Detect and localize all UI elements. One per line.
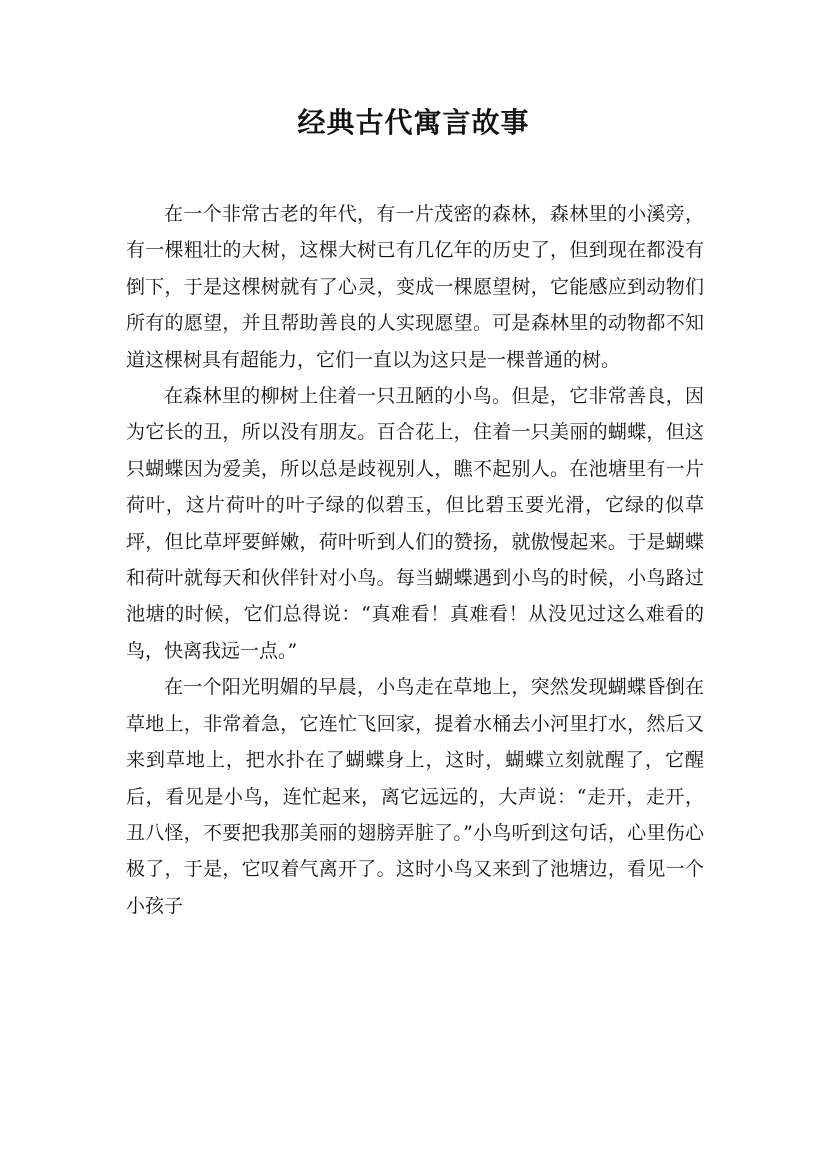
- paragraph: 在森林里的柳树上住着一只丑陋的小鸟。但是，它非常善良，因为它长的丑，所以没有朋友。百合花上，住着一只美丽的蝴蝶，但这只蝴蝶因为爱美，所以总是歧视别人，瞧不起别人。在池塘里有一片荷叶，这片荷叶的叶子绿的似碧玉，但比碧玉要光滑，它绿的似草坪，但比草坪要鲜嫩，荷叶听到人们的赞扬，就傲慢起来。于是蝴蝶和荷叶就每天和伙伴针对小鸟。每当蝴蝶遇到小鸟的时候，小鸟路过池塘的时候，它们总得说：“真难看！真难看！从没见过这么难看的鸟，快离我远一点。”: [126, 385, 704, 662]
- document-title: 经典古代寓言故事: [297, 106, 530, 139]
- document-body: [126, 196, 704, 924]
- paragraph: 在一个阳光明媚的早晨，小鸟走在草地上，突然发现蝴蝶昏倒在草地上，非常着急，它连忙飞回家，提着水桶去小河里打水，然后又来到草地上，把水扑在了蝴蝶身上，这时，蝴蝶立刻就醒了，它醒后，看见是小鸟，连忙起来，离它远远的，大声说：“走开，走开，丑八怪，不要把我那美丽的翅膀弄脏了。”小鸟听到这句话，心里伤心极了，于是，它叹着气离开了。这时小鸟又来到了池塘边，看见一个小孩子: [126, 676, 704, 917]
- paragraph: 在一个非常古老的年代，有一片茂密的森林，森林里的小溪旁，有一棵粗壮的大树，这棵大树已有几亿年的历史了，但到现在都没有倒下，于是这棵树就有了心灵，变成一棵愿望树，它能感应到动物们所有的愿望，并且帮助善良的人实现愿望。可是森林里的动物都不知道这棵树具有超能力，它们一直以为这只是一棵普通的树。: [126, 203, 704, 371]
